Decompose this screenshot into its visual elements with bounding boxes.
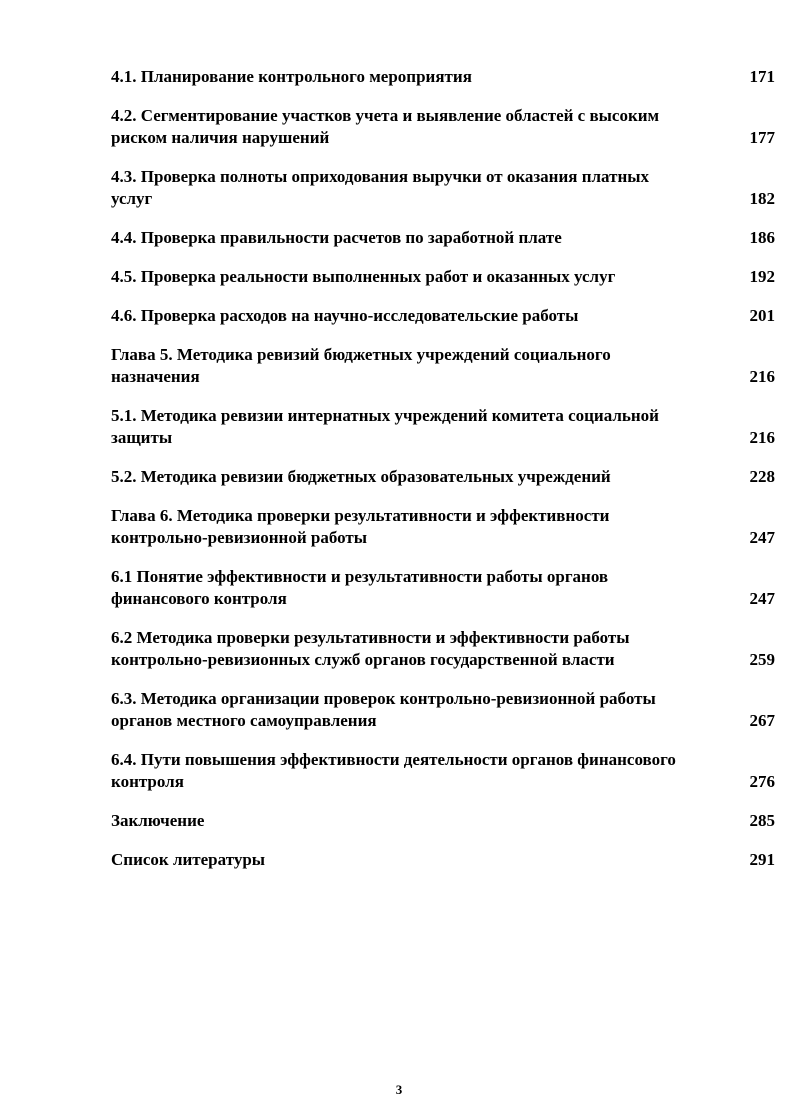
toc-entry-page: 216 — [749, 367, 775, 386]
toc-entry-page: 192 — [749, 267, 775, 286]
toc-entry — [111, 688, 775, 732]
toc-entry — [111, 227, 775, 249]
toc-entry — [111, 627, 775, 671]
toc-entry-page: 247 — [749, 528, 775, 547]
toc-entry-page: 171 — [749, 67, 775, 86]
toc-entry-page: 182 — [749, 189, 775, 208]
toc-entry-title-line: финансового контроля — [111, 589, 287, 608]
toc-entry-page: 216 — [749, 428, 775, 447]
toc-entry-title — [111, 344, 775, 388]
toc-entry-page: 291 — [749, 850, 775, 869]
toc-entry-title — [111, 627, 775, 671]
toc-entry-title-line: 6.1 Понятие эффективности и результативности работы органов — [111, 567, 609, 586]
toc-entry-title-line: 4.4. Проверка правильности расчетов по заработной плате — [111, 228, 562, 247]
toc-entry-title — [111, 227, 775, 249]
toc-entry-title — [111, 405, 775, 449]
toc-entry-page: 228 — [749, 467, 775, 486]
toc-entry-title-line: назначения — [111, 367, 200, 386]
toc-entry — [111, 566, 775, 610]
toc-entry-page: 186 — [749, 228, 775, 247]
toc-entry — [111, 405, 775, 449]
toc-entry-title — [111, 66, 775, 88]
toc-entry — [111, 305, 775, 327]
toc-entry-title-line: 4.1. Планирование контрольного мероприятия — [111, 67, 472, 86]
table-of-contents — [111, 66, 775, 888]
toc-entry-title — [111, 566, 775, 610]
toc-entry-title — [111, 688, 775, 732]
toc-entry-title-line: 5.2. Методика ревизии бюджетных образовательных учреждений — [111, 467, 611, 486]
toc-entry — [111, 105, 775, 149]
toc-entry — [111, 266, 775, 288]
toc-entry-page: 267 — [749, 711, 775, 730]
toc-entry-title — [111, 466, 775, 488]
toc-entry-title-line: органов местного самоуправления — [111, 711, 377, 730]
toc-entry-title — [111, 266, 775, 288]
toc-entry — [111, 505, 775, 549]
toc-entry-page: 201 — [749, 306, 775, 325]
toc-entry-page: 285 — [749, 811, 775, 830]
toc-entry — [111, 810, 775, 832]
toc-entry-page: 276 — [749, 772, 775, 791]
toc-entry — [111, 466, 775, 488]
toc-entry-page: 259 — [749, 650, 775, 669]
toc-entry-title-line: защиты — [111, 428, 173, 447]
toc-entry — [111, 344, 775, 388]
toc-entry-title-line: контрольно-ревизионных служб органов государственной власти — [111, 650, 615, 669]
toc-entry-title-line: 6.4. Пути повышения эффективности деятельности органов финансового — [111, 750, 676, 769]
page-number: 3 — [395, 1082, 403, 1097]
toc-entry-title-line: 5.1. Методика ревизии интернатных учреждений комитета социальной — [111, 406, 659, 425]
toc-entry-title-line: Заключение — [111, 811, 205, 830]
toc-entry-title-line: 6.3. Методика организации проверок контрольно-ревизионной работы — [111, 689, 656, 708]
toc-entry-title — [111, 849, 775, 871]
toc-entry-title-line: Глава 6. Методика проверки результативности и эффективности — [111, 506, 610, 525]
toc-entry-title — [111, 305, 775, 327]
toc-entry-title-line: 4.2. Сегментирование участков учета и выявление областей с высоким — [111, 106, 660, 125]
toc-entry-title-line: 4.3. Проверка полноты оприходования выручки от оказания платных — [111, 167, 650, 186]
toc-entry-title-line: 6.2 Методика проверки результативности и эффективности работы — [111, 628, 630, 647]
toc-entry — [111, 66, 775, 88]
toc-entry-title-line: Список литературы — [111, 850, 266, 869]
toc-entry-title-line: контрольно-ревизионной работы — [111, 528, 368, 547]
toc-entry-title-line: услуг — [111, 189, 153, 208]
toc-entry-page: 177 — [749, 128, 775, 147]
toc-entry — [111, 166, 775, 210]
toc-entry — [111, 849, 775, 871]
toc-entry-title-line: 4.5. Проверка реальности выполненных работ и оказанных услуг — [111, 267, 616, 286]
toc-entry-title — [111, 810, 775, 832]
toc-entry-title-line: Глава 5. Методика ревизий бюджетных учреждений социального — [111, 345, 611, 364]
toc-entry-title — [111, 749, 775, 793]
toc-entry-title — [111, 105, 775, 149]
toc-entry-title-line: риском наличия нарушений — [111, 128, 330, 147]
toc-entry-title — [111, 505, 775, 549]
toc-entry — [111, 749, 775, 793]
toc-entry-title — [111, 166, 775, 210]
toc-entry-page: 247 — [749, 589, 775, 608]
toc-entry-title-line: контроля — [111, 772, 184, 791]
toc-entry-title-line: 4.6. Проверка расходов на научно-исследовательские работы — [111, 306, 579, 325]
